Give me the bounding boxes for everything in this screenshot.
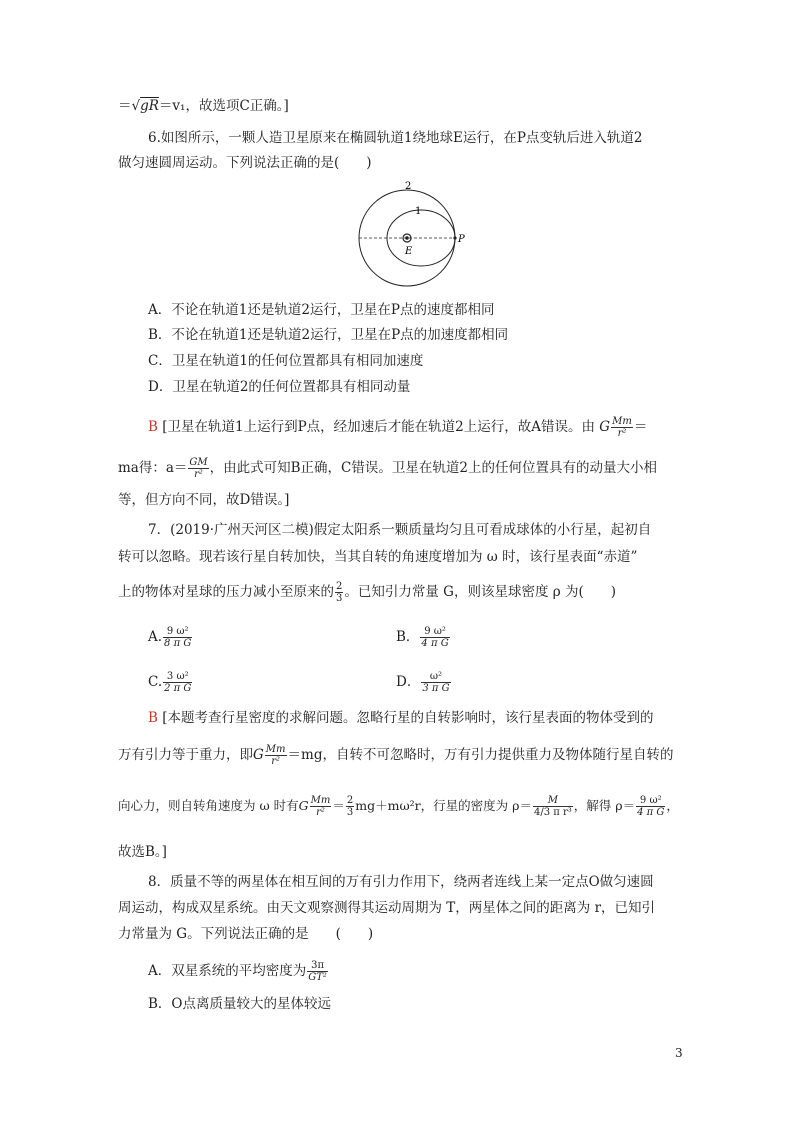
fraction: $\frac{Mm}{\text{r²}}$ xyxy=(612,416,632,439)
fraction: $\frac{\text{ω²}}{\text{3 π G}}$ xyxy=(422,671,450,694)
q6-stem-line-1: 6.如图所示，一颗人造卫星原来在椭圆轨道1绕地球E运行，在P点变轨后进入轨道2 xyxy=(148,130,643,146)
fraction: $\frac{Mm}{\text{r²}}$ xyxy=(265,744,286,767)
q8-stem-line-1: 8．质量不等的两星体在相互间的万有引力作用下，绕两者连线上某一定点O做匀速圆 xyxy=(148,874,654,890)
point-p-dot xyxy=(453,236,456,239)
earth-center-dot xyxy=(405,236,409,240)
q6-answer-letter: B xyxy=(148,419,158,435)
label-earth: E xyxy=(405,246,413,257)
fraction: $\frac{\text{9 ω²}}{\text{8 π G}}$ xyxy=(164,626,192,649)
fraction: $\frac{\text{9 ω²}}{\text{4 π G}}$ xyxy=(421,626,449,649)
sqrt-expression: √gR xyxy=(131,98,159,114)
continuation-line: ＝√gR＝v₁，故选项C正确。] xyxy=(118,98,289,114)
q7-stem-line-1: 7．(2019·广州天河区二模)假定太阳系一颗质量均匀且可看成球体的小行星，起初自 xyxy=(148,522,652,538)
q7-explanation-line-1: B [本题考查行星密度的求解问题。忽略行星的自转影响时，该行星表面的物体受到的 xyxy=(148,710,654,726)
q8-option-a: A．双星系统的平均密度为 $\frac{3\pi}{\text{GT²}}$ xyxy=(148,960,327,983)
orbit-figure xyxy=(350,176,480,292)
fraction: $\frac{2}{3}$ xyxy=(336,581,343,604)
q7-option-d: D． $\frac{\text{ω²}}{\text{3 π G}}$ xyxy=(396,671,450,694)
label-point-p: P xyxy=(458,234,465,245)
q8-stem-line-3: 力常量为 G。下列说法正确的是 ( ) xyxy=(118,926,374,942)
q6-option-a: A．不论在轨道1还是轨道2运行，卫星在P点的速度都相同 xyxy=(148,302,495,318)
q6-option-c: C．卫星在轨道1的任何位置都具有相同加速度 xyxy=(148,353,424,369)
q6-stem-line-2: 做匀速圆周运动。下列说法正确的是( ) xyxy=(118,155,372,171)
q7-explanation-line-4: 故选B。] xyxy=(118,844,167,860)
page-number: 3 xyxy=(675,1046,683,1060)
q6-option-d: D．卫星在轨道2的任何位置都具有相同动量 xyxy=(148,379,411,395)
label-orbit-2: 2 xyxy=(405,181,412,192)
q8-stem-line-2: 周运动，构成双星系统。由天文观察测得其运动周期为 T，两星体之间的距离为 r，已知引 xyxy=(118,900,656,916)
fraction: $\frac{Mm}{\text{r²}}$ xyxy=(310,795,331,818)
q6-option-b: B．不论在轨道1还是轨道2运行，卫星在P点的加速度都相同 xyxy=(148,327,509,343)
q7-answer-letter: B xyxy=(148,710,158,726)
q7-explanation-line-3: 向心力，则自转角速度为 ω 时有G $\frac{Mm}{\text{r²}}$ ＝ $\frac{2}{3}$ mg＋mω²r，行星的密度为 ρ＝ $\frac{M}{\text{4/3 π r³}}$ ，解得 ρ＝ $\frac{\text{9 ω²}}{\text{4 π G}}$ ， xyxy=(118,795,679,818)
fraction: $\frac{2}{3}$ xyxy=(346,795,354,818)
fraction: $\frac{M}{\text{4/3 π r³}}$ xyxy=(533,795,572,818)
q7-option-b: B． $\frac{\text{9 ω²}}{\text{4 π G}}$ xyxy=(396,626,449,649)
q7-option-c: C. $\frac{\text{3 ω²}}{\text{2 π G}}$ xyxy=(148,671,192,694)
fraction: $\frac{GM}{\text{r²}}$ xyxy=(189,457,208,480)
q7-stem-line-2: 转可以忽略。现若该行星自转加快，当其自转的角速度增加为 ω 时，该行星表面“赤道” xyxy=(118,549,638,565)
q8-option-b: B．O点离质量较大的星体较远 xyxy=(148,996,331,1012)
q7-explanation-line-2: 万有引力等于重力，即G $\frac{Mm}{\text{r²}}$ ＝mg，自转不可忽略时，万有引力提供重力及物体随行星自转的 xyxy=(118,744,674,767)
q7-stem-line-3: 上的物体对星球的压力减小至原来的 $\frac{2}{3}$ 。已知引力常量 G，则该星球密度 ρ 为( ) xyxy=(118,581,617,604)
q6-explanation-line-1: B [卫星在轨道1上运行到P点，经加速后才能在轨道2上运行，故A错误。由 G $\frac{Mm}{\text{r²}}$ ＝ xyxy=(148,416,648,439)
q7-option-a: A. $\frac{\text{9 ω²}}{\text{8 π G}}$ xyxy=(148,626,192,649)
label-orbit-1: 1 xyxy=(415,206,422,217)
fraction: $\frac{\text{9 ω²}}{\text{4 π G}}$ xyxy=(637,795,665,818)
fraction: $\frac{\text{3 ω²}}{\text{2 π G}}$ xyxy=(164,671,192,694)
q6-explanation-line-2: ma得：a＝ $\frac{GM}{\text{r²}}$ ，由此式可知B正确，C错误。卫星在轨道2上的任何位置具有的动量大小相 xyxy=(118,457,657,480)
fraction: $\frac{3\pi}{\text{GT²}}$ xyxy=(308,960,327,983)
q6-explanation-line-3: 等，但方向不同，故D错误。] xyxy=(118,492,290,508)
